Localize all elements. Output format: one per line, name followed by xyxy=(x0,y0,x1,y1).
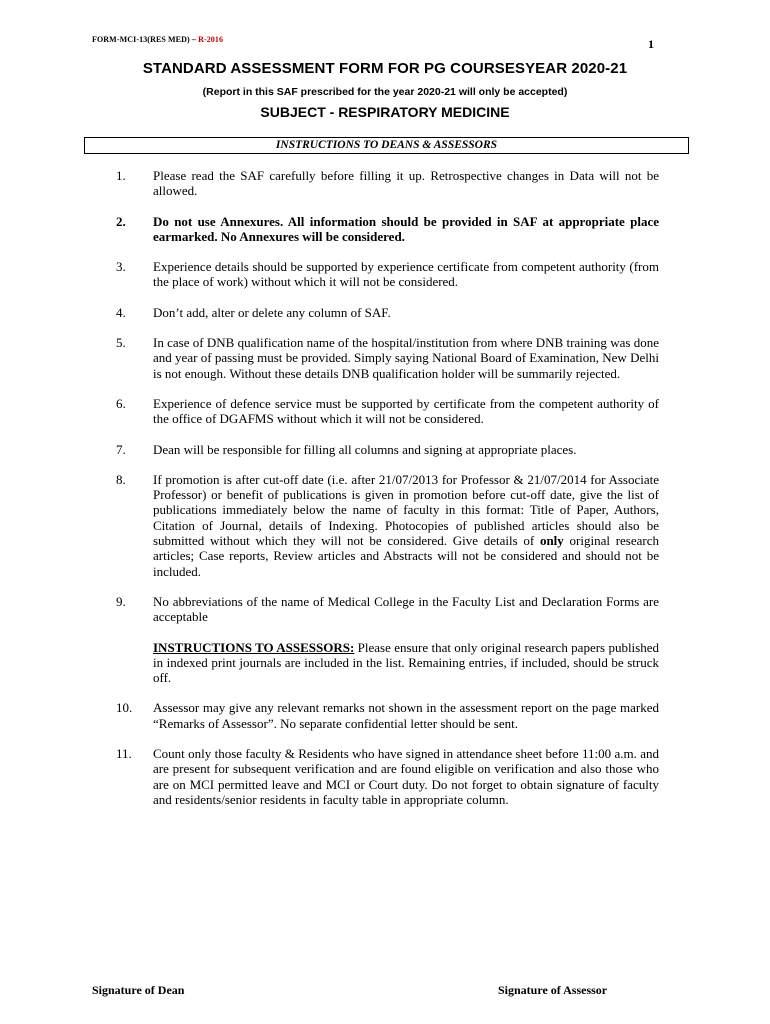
item-number: 3. xyxy=(116,259,126,275)
item-number: 8. xyxy=(116,471,126,487)
item-text: Assessor may give any relevant remarks not shown in the assessment report on the page marked “Remarks of Assessor”. No separate confidential letter should be sent. xyxy=(153,700,659,731)
list-item xyxy=(116,746,659,807)
signature-dean: Signature of Dean xyxy=(92,983,185,997)
subject-heading: SUBJECT - RESPIRATORY MEDICINE xyxy=(260,104,510,120)
form-revision: R-2016 xyxy=(198,35,224,44)
instructions-list xyxy=(0,168,770,822)
form-code-text: FORM-MCI-13(RES MED) – xyxy=(92,35,199,44)
assessor-instructions-label: INSTRUCTIONS TO ASSESSORS: xyxy=(153,639,355,655)
item-text: Please read the SAF carefully before filling it up. Retrospective changes in Data will not be allowed. xyxy=(153,168,659,199)
list-item xyxy=(116,396,659,427)
item-text: Experience details should be supported by experience certificate from competent authority (from the place of work) without which it will not be considered. xyxy=(153,259,659,290)
instructions-heading: INSTRUCTIONS TO DEANS & ASSESSORS xyxy=(84,137,689,154)
assessor-instructions xyxy=(153,640,659,686)
item-number: 2. xyxy=(116,213,126,229)
item-text: Dean will be responsible for filling all columns and signing at appropriate places. xyxy=(153,441,577,457)
item-text: Count only those faculty & Residents who have signed in attendance sheet before 11:00 a.m. and are present for subsequent verification and are found eligible on verification and also those who are on MCI permitted leave and MCI or Court duty. Do not forget to obtain signature of faculty and residents/senior residents in faculty table in appropriate column. xyxy=(153,746,659,807)
item-text: In case of DNB qualification name of the hospital/institution from where DNB training was done and year of passing must be provided. Simply saying National Board of Examination, New Delhi is not enough. Without these details DNB qualification holder will be summarily rejected. xyxy=(153,335,659,381)
list-item xyxy=(116,594,659,625)
item-text-part: original research articles; Case reports, Review articles and Abstracts will not be considered and should not be included. xyxy=(153,533,660,579)
list-item xyxy=(116,214,659,245)
list-item xyxy=(116,335,659,381)
list-item xyxy=(116,168,659,199)
item-text: No abbreviations of the name of Medical College in the Faculty List and Declaration Forms are acceptable xyxy=(153,593,659,625)
form-subtitle: (Report in this SAF prescribed for the year 2020-21 will only be accepted) xyxy=(202,86,568,98)
item-number: 11. xyxy=(116,746,132,762)
assessor-instructions-text: Please ensure that only original research papers published in indexed print journals are included in the list. Remaining entries, if included, should be struck off. xyxy=(153,639,659,686)
list-item xyxy=(116,259,659,290)
item-number: 9. xyxy=(116,593,126,609)
item-number: 6. xyxy=(116,395,126,411)
item-text-part: If promotion is after cut-off date (i.e. after 21/07/2013 for Professor & 21/07/2014 for Associate Professor) or benefit of publications is given in promotion before cut-off date, give the list of publications immediately below the name of faculty in this format: Title of Paper, Authors, Citation of Journal, details of Indexing. Photocopies of published articles should also be submitted without which they will not be considered. Give details of xyxy=(153,471,659,549)
signature-assessor: Signature of Assessor xyxy=(498,983,608,997)
item-number: 4. xyxy=(116,304,126,320)
item-text-emphasis: only xyxy=(539,533,564,549)
item-number: 1. xyxy=(116,168,126,183)
item-text xyxy=(153,472,659,579)
item-number: 10. xyxy=(116,700,133,716)
list-item xyxy=(116,305,659,320)
item-text: Do not use Annexures. All information should be provided in SAF at appropriate place earmarked. No Annexures will be considered. xyxy=(153,213,659,244)
item-text: Experience of defence service must be supported by certificate from the competent authority of the office of DGAFMS without which it will not be considered. xyxy=(153,395,659,427)
item-number: 5. xyxy=(116,335,126,351)
page-number: 1 xyxy=(648,37,654,51)
list-item xyxy=(116,472,659,579)
item-number: 7. xyxy=(116,441,126,457)
form-title: STANDARD ASSESSMENT FORM FOR PG COURSESYEAR 2020-21 xyxy=(142,60,628,77)
list-item xyxy=(116,442,659,457)
item-text: Don’t add, alter or delete any column of SAF. xyxy=(153,304,391,320)
list-item xyxy=(116,700,659,731)
form-code xyxy=(92,35,223,44)
